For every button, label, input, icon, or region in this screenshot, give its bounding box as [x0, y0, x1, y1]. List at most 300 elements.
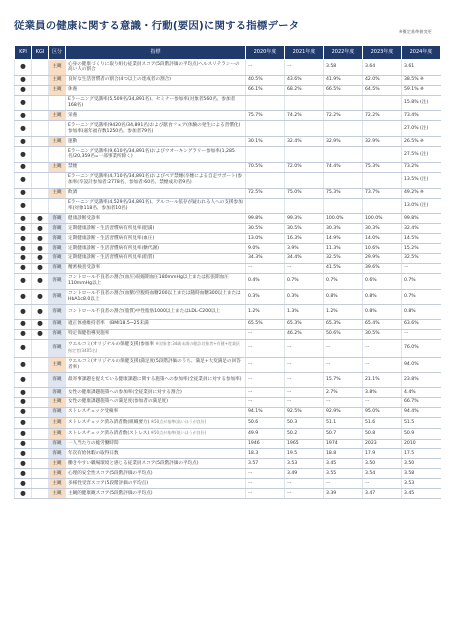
indicator-cell: [66, 357, 246, 373]
header-fy2022: 2022年度: [324, 46, 363, 60]
value-cell-fy2023: 32.9%: [363, 137, 402, 147]
value-cell-fy2020: 34.3%: [246, 253, 285, 263]
table-row: [15, 244, 441, 254]
value-cell-fy2021: 65.3%: [285, 319, 324, 329]
table-row: [15, 388, 441, 398]
value-cell-fy2020: ー: [246, 373, 285, 388]
value-cell-fy2023: 29.9%: [363, 253, 402, 263]
value-cell-fy2023: 51.6: [363, 417, 402, 428]
category-cell: 主観: [49, 137, 66, 147]
value-cell-fy2022: 1974: [324, 439, 363, 449]
value-cell-fy2022: 3.55: [324, 469, 363, 479]
value-cell-fy2024: 2010: [402, 439, 441, 449]
kgi-marker: [32, 95, 49, 111]
value-cell-fy2020: 0.4%: [246, 273, 285, 289]
category-cell: [49, 95, 66, 111]
indicator-cell: [66, 95, 246, 111]
value-cell-fy2024: 3.61: [402, 60, 441, 76]
category-cell: 主観: [49, 162, 66, 172]
value-cell-fy2022: 1.2%: [324, 305, 363, 320]
value-cell-fy2020: ー: [246, 469, 285, 479]
value-cell-fy2021: 1965: [285, 439, 324, 449]
value-cell-fy2021: 92.5%: [285, 407, 324, 417]
category-cell: 客観: [49, 253, 66, 263]
value-cell-fy2024: 27.0% (注): [402, 121, 441, 137]
indicator-label: ストレスチェック受検率: [68, 409, 119, 415]
table-row: [15, 224, 441, 234]
category-cell: 主観: [49, 188, 66, 198]
table-row: [15, 172, 441, 188]
table-row: [15, 273, 441, 289]
kpi-marker: ●: [15, 439, 32, 449]
indicator-label: 心身の健康づくりに取り組む従業員スコア(5段階評価の平均点)ヘルスリテラシーの高い人の割合: [68, 61, 240, 73]
value-cell-fy2022: [324, 172, 363, 188]
value-cell-fy2020: ー: [246, 339, 285, 357]
value-cell-fy2022: 3.39: [324, 489, 363, 499]
value-cell-fy2023: [363, 172, 402, 188]
indicator-label: 一人当たりの総労働時間: [68, 441, 119, 447]
indicator-label: 心理的安全性スコア(5段階評価の平均点): [68, 470, 153, 476]
indicator-label: 年次有給休暇の取得日数: [68, 450, 119, 456]
indicator-label: コントロール不良者の割合(血糖)空腹時血糖200以上または随時血糖300以上またはHbA1c8.0以上: [68, 291, 241, 302]
kpi-marker: ●: [15, 407, 32, 417]
value-cell-fy2021: 34.4%: [285, 253, 324, 263]
value-cell-fy2020: 50.6: [246, 417, 285, 428]
value-cell-fy2022: 92.9%: [324, 407, 363, 417]
value-cell-fy2023: 100.0%: [363, 214, 402, 224]
table-row: [15, 162, 441, 172]
kgi-marker: [32, 407, 49, 417]
kpi-marker: ●: [15, 85, 32, 95]
indicator-cell: [66, 449, 246, 459]
value-cell-fy2020: ー: [246, 489, 285, 499]
table-row: [15, 121, 441, 137]
indicator-cell: [66, 111, 246, 121]
value-cell-fy2024: 13.0% (注): [402, 198, 441, 214]
table-header-row: [15, 46, 441, 60]
kpi-marker: ●: [15, 111, 32, 121]
value-cell-fy2023: ー: [363, 397, 402, 407]
category-cell: [49, 147, 66, 163]
value-cell-fy2021: [285, 95, 324, 111]
kgi-marker: ●: [32, 329, 49, 339]
value-cell-fy2020: 9.0%: [246, 244, 285, 254]
value-cell-fy2024: ー: [402, 263, 441, 273]
kgi-marker: ●: [32, 319, 49, 329]
indicator-label: 休養: [68, 87, 78, 93]
value-cell-fy2023: 0.8%: [363, 289, 402, 305]
value-cell-fy2020: 70.5%: [246, 162, 285, 172]
value-cell-fy2023: 72.2%: [363, 111, 402, 121]
table-row: [15, 188, 441, 198]
value-cell-fy2024: 3.58: [402, 469, 441, 479]
indicator-cell: [66, 75, 246, 85]
category-cell: 客観: [49, 224, 66, 234]
value-cell-fy2024: 94.4%: [402, 407, 441, 417]
indicator-label: 精密検査受診率: [68, 265, 101, 271]
value-cell-fy2024: 27.5% (注): [402, 147, 441, 163]
value-cell-fy2021: 30.5%: [285, 224, 324, 234]
value-cell-fy2024: 51.5: [402, 417, 441, 428]
value-cell-fy2024: 99.8%: [402, 214, 441, 224]
indicator-cell: [66, 479, 246, 489]
kgi-marker: [32, 60, 49, 76]
kpi-marker: ●: [15, 357, 32, 373]
category-cell: 客観: [49, 214, 66, 224]
indicator-label: ストレスチェック済み済者数(ストレス): [68, 431, 150, 437]
kpi-marker: ●: [15, 147, 32, 163]
value-cell-fy2020: ー: [246, 397, 285, 407]
kpi-marker: ●: [15, 75, 32, 85]
value-cell-fy2021: 68.2%: [285, 85, 324, 95]
kgi-marker: [32, 439, 49, 449]
value-cell-fy2022: 41.5%: [324, 263, 363, 273]
value-cell-fy2023: 17.9: [363, 449, 402, 459]
value-cell-fy2023: 64.5%: [363, 85, 402, 95]
value-cell-fy2022: 50.7: [324, 428, 363, 439]
value-cell-fy2024: 15.2%: [402, 244, 441, 254]
category-cell: [49, 121, 66, 137]
indicator-label: コントロール不良者の割合(血圧)収縮期血圧180mmHg以上または拡張期血圧110mmHg以上: [68, 275, 229, 287]
kgi-marker: ●: [32, 224, 49, 234]
category-cell: 主観: [49, 397, 66, 407]
value-cell-fy2020: ー: [246, 388, 285, 398]
value-cell-fy2023: 0.6%: [363, 273, 402, 289]
value-cell-fy2021: 3.9%: [285, 244, 324, 254]
header-kpi: KPI: [15, 46, 32, 60]
kpi-marker: ●: [15, 198, 32, 214]
value-cell-fy2020: 30.5%: [246, 224, 285, 234]
indicator-label: 女性の健康課題施策への参加率(全従業員に対する割合): [68, 389, 182, 395]
value-cell-fy2024: 32.4%: [402, 224, 441, 234]
value-cell-fy2022: 50.6%: [324, 329, 363, 339]
value-cell-fy2024: 26.5% ※: [402, 137, 441, 147]
value-cell-fy2021: 99.3%: [285, 214, 324, 224]
category-cell: 主観: [49, 60, 66, 76]
kpi-marker: ●: [15, 417, 32, 428]
value-cell-fy2020: 30.1%: [246, 137, 285, 147]
kpi-marker: ●: [15, 234, 32, 244]
table-row: [15, 479, 441, 489]
value-cell-fy2022: 100.0%: [324, 214, 363, 224]
indicator-cell: [66, 214, 246, 224]
value-cell-fy2021: 43.6%: [285, 75, 324, 85]
value-cell-fy2024: 4.4%: [402, 388, 441, 398]
header-fy2021: 2021年度: [285, 46, 324, 60]
value-cell-fy2023: 0.8%: [363, 305, 402, 320]
value-cell-fy2022: 3.45: [324, 459, 363, 469]
kpi-marker: ●: [15, 319, 32, 329]
value-cell-fy2023: 75.3%: [363, 162, 402, 172]
indicator-cell: [66, 263, 246, 273]
kpi-marker: ●: [15, 449, 32, 459]
value-cell-fy2020: [246, 172, 285, 188]
table-row: [15, 397, 441, 407]
value-cell-fy2022: 75.3%: [324, 188, 363, 198]
value-cell-fy2021: 19.5: [285, 449, 324, 459]
table-row: [15, 253, 441, 263]
value-cell-fy2020: 49.9: [246, 428, 285, 439]
header-indicator: 指標: [66, 46, 246, 60]
kpi-marker: ●: [15, 388, 32, 398]
value-cell-fy2023: 3.54: [363, 469, 402, 479]
value-cell-fy2023: 95.0%: [363, 407, 402, 417]
table-row: [15, 373, 441, 388]
kgi-marker: ●: [32, 305, 49, 320]
indicator-cell: [66, 428, 246, 439]
table-body: [15, 60, 441, 499]
value-cell-fy2022: 32.5%: [324, 253, 363, 263]
indicator-label: 定期健康診断・生活習慣病有所見率(肥満): [68, 225, 155, 231]
kgi-marker: [32, 137, 49, 147]
value-cell-fy2021: ー: [285, 397, 324, 407]
kpi-marker: ●: [15, 469, 32, 479]
indicator-cell: [66, 329, 246, 339]
table-row: [15, 428, 441, 439]
kgi-marker: [32, 198, 49, 214]
table-row: [15, 449, 441, 459]
value-cell-fy2023: 39.6%: [363, 263, 402, 273]
kgi-marker: ●: [32, 273, 49, 289]
kpi-marker: ●: [15, 172, 32, 188]
value-cell-fy2024: 17.5: [402, 449, 441, 459]
kpi-marker: ●: [15, 60, 32, 76]
value-cell-fy2021: [285, 147, 324, 163]
table-row: [15, 417, 441, 428]
value-cell-fy2023: 73.7%: [363, 188, 402, 198]
indicator-label: Eラーニング受講率(9420名/34,891名)および献食フェア(体験の発生による習慣化)参加率(嘉年福存数1250名、参加者79名): [68, 122, 241, 134]
value-cell-fy2023: ー: [363, 357, 402, 373]
indicator-label: 最寄事課題を捉えている健康課題に関する施策への参加率(全従業員に対する参加率): [68, 377, 242, 383]
table-row: [15, 75, 441, 85]
category-cell: [49, 198, 66, 214]
indicator-cell: [66, 234, 246, 244]
indicator-label: 主観的健康観スコア(5段階評価の平均点): [68, 490, 153, 496]
kgi-marker: [32, 373, 49, 388]
value-cell-fy2023: 30.3%: [363, 224, 402, 234]
value-cell-fy2024: 3.50: [402, 459, 441, 469]
table-row: [15, 85, 441, 95]
value-cell-fy2022: ー: [324, 357, 363, 373]
value-cell-fy2022: 74.4%: [324, 162, 363, 172]
indicator-label: Eラーニング受講率(5,509名/34,891名)、セミナー参加率(対象者560名、参加者168名): [68, 97, 236, 109]
indicator-label: 禁煙: [68, 164, 78, 170]
kpi-marker: ●: [15, 479, 32, 489]
table-row: [15, 459, 441, 469]
kpi-marker: ●: [15, 253, 32, 263]
value-cell-fy2020: ー: [246, 263, 285, 273]
category-cell: 客観: [49, 289, 66, 305]
kgi-marker: [32, 417, 49, 428]
table-row: [15, 469, 441, 479]
value-cell-fy2024: 59.1% ※: [402, 85, 441, 95]
indicator-cell: [66, 244, 246, 254]
indicator-note: ※対象者:34歳未満の健診対象者+有健+産業医指定者(3405名): [68, 341, 241, 354]
kgi-marker: [32, 357, 49, 373]
value-cell-fy2021: 50.3: [285, 417, 324, 428]
indicator-label: コントロール不良者の割合(脂質)中性脂肪1000以上またはLDL-C200以上: [68, 309, 221, 315]
kpi-marker: ●: [15, 489, 32, 499]
indicator-note: ※50点が基準(高いほうが良好): [150, 419, 207, 425]
indicator-cell: [66, 388, 246, 398]
value-cell-fy2023: 10.6%: [363, 244, 402, 254]
kgi-marker: ●: [32, 289, 49, 305]
kgi-marker: [32, 459, 49, 469]
metrics-table: [14, 45, 441, 499]
indicator-cell: [66, 439, 246, 449]
kpi-marker: ●: [15, 428, 32, 439]
value-cell-fy2023: [363, 147, 402, 163]
value-cell-fy2024: 66.7%: [402, 397, 441, 407]
table-row: [15, 439, 441, 449]
kgi-marker: [32, 449, 49, 459]
indicator-label: ストレスチェック済み済者数(組織要力): [68, 420, 150, 426]
indicator-cell: [66, 147, 246, 163]
kpi-marker: ●: [15, 459, 32, 469]
kpi-marker: ●: [15, 263, 32, 273]
value-cell-fy2024: 3.53: [402, 479, 441, 489]
table-row: [15, 60, 441, 76]
indicator-label: 女性の健康課題施策への満足度(参加者の満足度): [68, 399, 169, 405]
indicator-cell: [66, 273, 246, 289]
value-cell-fy2022: 65.3%: [324, 319, 363, 329]
category-cell: 主観: [49, 459, 66, 469]
value-cell-fy2022: ー: [324, 397, 363, 407]
indicator-cell: [66, 397, 246, 407]
kgi-marker: [32, 489, 49, 499]
value-cell-fy2022: 3.58: [324, 60, 363, 76]
kgi-marker: ●: [32, 234, 49, 244]
value-cell-fy2020: ー: [246, 357, 285, 373]
value-cell-fy2021: 16.3%: [285, 234, 324, 244]
value-cell-fy2024: ー: [402, 329, 441, 339]
value-cell-fy2023: [363, 95, 402, 111]
table-row: [15, 263, 441, 273]
kgi-marker: [32, 339, 49, 357]
kgi-marker: ●: [32, 263, 49, 273]
indicator-label: ウエルコミ(オリジナルの保健支援)満足度(5段階評価のうち、満足+大変満足の回答者率): [68, 359, 241, 370]
category-cell: 客観: [49, 407, 66, 417]
value-cell-fy2021: 74.2%: [285, 111, 324, 121]
value-cell-fy2021: ー: [285, 357, 324, 373]
indicator-label: 定期健康診断・生活習慣病有所見率(糖代謝): [68, 245, 159, 251]
value-cell-fy2021: 0.7%: [285, 273, 324, 289]
kpi-marker: ●: [15, 244, 32, 254]
category-cell: 客観: [49, 319, 66, 329]
value-cell-fy2020: 1.2%: [246, 305, 285, 320]
indicator-label: 働きやすい職場環境と感じる従業員スコア(5段階評価の平均点): [68, 460, 199, 466]
category-cell: 客観: [49, 234, 66, 244]
kgi-marker: [32, 479, 49, 489]
baseline-note: ※概定基準値変更: [399, 29, 432, 34]
indicator-label: Eラーニング受講率(9,610名/34,891名)およびウオーキングラリー参加率(1,285名/20,359名=一部事業所除く): [68, 148, 235, 160]
value-cell-fy2020: ー: [246, 329, 285, 339]
value-cell-fy2022: 0.7%: [324, 273, 363, 289]
value-cell-fy2023: 2023: [363, 439, 402, 449]
value-cell-fy2020: 94.1%: [246, 407, 285, 417]
table-row: [15, 407, 441, 417]
category-cell: 客観: [49, 263, 66, 273]
table-row: [15, 95, 441, 111]
category-cell: 主観: [49, 479, 66, 489]
value-cell-fy2023: [363, 198, 402, 214]
value-cell-fy2023: ー: [363, 479, 402, 489]
kpi-marker: ●: [15, 289, 32, 305]
indicator-cell: [66, 188, 246, 198]
value-cell-fy2021: ー: [285, 60, 324, 76]
value-cell-fy2023: 3.8%: [363, 388, 402, 398]
value-cell-fy2021: 1.3%: [285, 305, 324, 320]
category-cell: 主観: [49, 417, 66, 428]
value-cell-fy2020: [246, 121, 285, 137]
value-cell-fy2022: 15.7%: [324, 373, 363, 388]
kgi-marker: [32, 111, 49, 121]
value-cell-fy2022: 51.1: [324, 417, 363, 428]
table-row: [15, 214, 441, 224]
category-cell: [49, 172, 66, 188]
category-cell: 客観: [49, 449, 66, 459]
header-fy2024: 2024年度: [402, 46, 441, 60]
page-title: 従業員の健康に関する意識・行動(要因)に関する指標データ: [14, 20, 300, 32]
kpi-marker: ●: [15, 224, 32, 234]
value-cell-fy2020: [246, 95, 285, 111]
value-cell-fy2024: 50.9: [402, 428, 441, 439]
value-cell-fy2024: 73.4%: [402, 111, 441, 121]
kpi-marker: ●: [15, 121, 32, 137]
table-row: [15, 234, 441, 244]
indicator-cell: [66, 407, 246, 417]
indicator-cell: [66, 489, 246, 499]
value-cell-fy2022: ー: [324, 479, 363, 489]
value-cell-fy2021: ー: [285, 263, 324, 273]
indicator-label: 定期健康診断・生活習慣病有所見率(脂質): [68, 255, 155, 261]
kgi-marker: ●: [32, 214, 49, 224]
value-cell-fy2024: 14.5%: [402, 234, 441, 244]
indicator-label: 定期健康診断・生活習慣病有所見率(血圧): [68, 235, 155, 241]
kgi-marker: [32, 397, 49, 407]
value-cell-fy2020: 13.0%: [246, 234, 285, 244]
category-cell: 主観: [49, 469, 66, 479]
indicator-cell: [66, 253, 246, 263]
kpi-marker: ●: [15, 162, 32, 172]
value-cell-fy2022: [324, 95, 363, 111]
value-cell-fy2022: 14.9%: [324, 234, 363, 244]
kgi-marker: [32, 162, 49, 172]
value-cell-fy2022: 72.2%: [324, 111, 363, 121]
indicator-cell: [66, 60, 246, 76]
value-cell-fy2022: 41.9%: [324, 75, 363, 85]
indicator-cell: [66, 459, 246, 469]
value-cell-fy2022: 30.3%: [324, 224, 363, 234]
value-cell-fy2020: 40.5%: [246, 75, 285, 85]
value-cell-fy2021: 50.2: [285, 428, 324, 439]
value-cell-fy2020: 65.5%: [246, 319, 285, 329]
kgi-marker: ●: [32, 244, 49, 254]
value-cell-fy2023: ー: [363, 339, 402, 357]
value-cell-fy2023: 50.8: [363, 428, 402, 439]
kgi-marker: [32, 121, 49, 137]
indicator-label: 適正体重維持者率 (BMI18.5~25未満: [68, 321, 149, 327]
table-row: [15, 198, 441, 214]
table-row: [15, 305, 441, 320]
value-cell-fy2023: 3.50: [363, 459, 402, 469]
category-cell: 主観: [49, 75, 66, 85]
kpi-marker: ●: [15, 397, 32, 407]
value-cell-fy2021: [285, 121, 324, 137]
value-cell-fy2021: 46.2%: [285, 329, 324, 339]
table-row: [15, 329, 441, 339]
value-cell-fy2022: 66.5%: [324, 85, 363, 95]
